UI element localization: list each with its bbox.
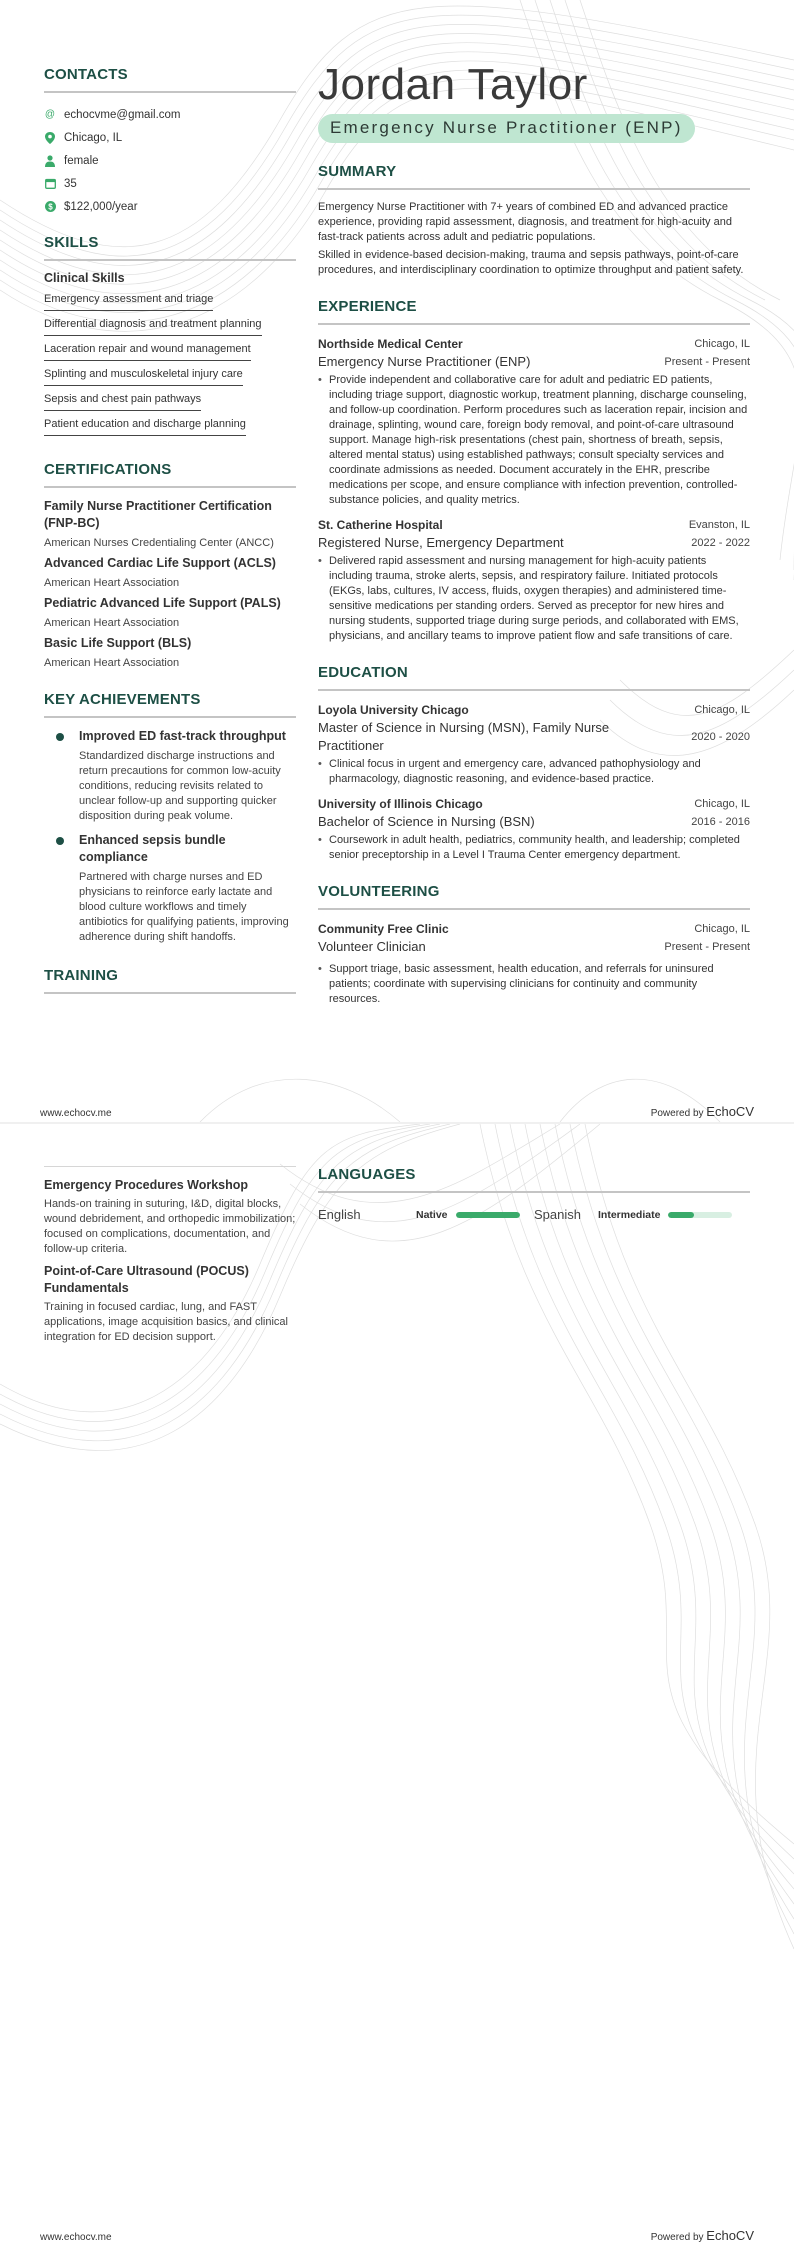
job-dates: 2022 - 2022 <box>691 537 750 549</box>
education-dates: 2016 - 2016 <box>691 816 750 828</box>
achievement-title: Enhanced sepsis bundle compliance <box>79 833 226 864</box>
school-location: Chicago, IL <box>694 798 750 810</box>
language-name: English <box>318 1207 361 1222</box>
language-item-spanish <box>534 1207 750 1222</box>
education-section <box>318 664 750 863</box>
employer-location: Evanston, IL <box>688 519 750 531</box>
degree: Master of Science in Nursing (MSN), Family Nurse Practitioner <box>318 720 610 753</box>
school-name: University of Illinois Chicago <box>318 797 483 811</box>
experience-entry <box>318 516 750 644</box>
training-title: Emergency Procedures Workshop <box>44 1178 249 1192</box>
cert-title: Family Nurse Practitioner Certification (FNP-BC) <box>44 499 272 530</box>
education-entry <box>318 701 750 787</box>
powered-by-label: Powered by <box>650 2232 704 2243</box>
cert-title: Basic Life Support (BLS) <box>44 636 192 650</box>
organization-name: Community Free Clinic <box>318 922 449 936</box>
left-column <box>44 66 296 1004</box>
volunteering-entry <box>318 920 750 1007</box>
section-title-achievements: KEY ACHIEVEMENTS <box>44 691 296 718</box>
certifications-section <box>44 461 296 671</box>
right-column <box>318 42 750 1015</box>
resume-page-2 <box>0 1124 794 2246</box>
education-dates: 2020 - 2020 <box>691 731 750 743</box>
training-description: Training in focused cardiac, lung, and FAST applications, image acquisition basics, and clinical integration for ED decision support. <box>44 1301 288 1343</box>
page-footer <box>40 2228 754 2243</box>
section-title-skills: SKILLS <box>44 234 296 261</box>
section-title-summary: SUMMARY <box>318 163 750 190</box>
achievement-description: Partnered with charge nurses and ED physicians to reinforce early lactate and blood culture workflows and timely antibiotics for qualifying patients, improving adherence during shift handoffs. <box>79 871 289 943</box>
achievement-description: Standardized discharge instructions and return precautions for common low-acuity conditions, reducing revisits related to unclear follow-up and supporting quicker disposition during peak volume. <box>79 750 281 822</box>
footer-powered-by <box>651 1104 754 1119</box>
cert-issuer: American Heart Association <box>44 657 180 669</box>
skill-item: Patient education and discharge planning <box>44 414 246 436</box>
svg-text:$: $ <box>47 202 53 212</box>
training-list <box>44 1177 296 1345</box>
footer-website-link[interactable]: www.echocv.me <box>40 2232 112 2243</box>
contact-email-value: echocvme@gmail.com <box>64 108 181 121</box>
volunteer-bullet: • Support triage, basic assessment, health education, and referrals for uninsured patients; coordinate with supervising clinicians for continuity and community resources. <box>318 962 750 1007</box>
training-section <box>44 967 296 994</box>
job-title-badge: Emergency Nurse Practitioner (ENP) <box>318 114 695 143</box>
job-bullets <box>318 554 750 644</box>
contact-location-value: Chicago, IL <box>64 131 123 144</box>
section-title-training: TRAINING <box>44 967 296 994</box>
contact-gender <box>44 149 296 172</box>
summary-section <box>318 163 750 278</box>
languages-section <box>318 1166 750 1222</box>
summary-paragraph: Skilled in evidence-based decision-making, trauma and sepsis pathways, point-of-care procedures, and interdisciplinary coordination to optimize throughput and patient safety. <box>318 249 744 276</box>
section-title-education: EDUCATION <box>318 664 750 691</box>
job-dates: Present - Present <box>664 356 750 368</box>
skill-item: Splinting and musculoskeletal injury care <box>44 364 243 386</box>
contact-salary-value: $122,000/year <box>64 200 138 213</box>
experience-section <box>318 298 750 644</box>
job-bullet: • Delivered rapid assessment and nursing management for high-acuity patients including trauma, stroke alerts, sepsis, and respiratory failure. Initiated protocols (EKGs, labs, cultures, IV access, fluids, oxygen therapies) and administered time-sensitive medications per standing orders. Served as preceptor for new hires and nursing students, supported triage during surge periods, and collaborated with EMS, physicians, and ancillary teams to improve patient flow and safe transitions of care. <box>318 554 750 644</box>
contact-age <box>44 172 296 195</box>
achievement-title: Improved ED fast-track throughput <box>79 729 286 743</box>
cert-issuer: American Heart Association <box>44 577 180 589</box>
contact-email[interactable] <box>44 103 296 126</box>
language-level: Intermediate <box>598 1208 661 1221</box>
achievement-item <box>44 728 296 824</box>
job-bullets <box>318 373 750 508</box>
section-title-experience: EXPERIENCE <box>318 298 750 325</box>
education-entry <box>318 795 750 863</box>
contacts-section <box>44 66 296 218</box>
bullet-dot-icon <box>56 837 64 845</box>
contact-age-value: 35 <box>64 177 77 190</box>
person-icon <box>44 155 56 167</box>
training-description: Hands-on training in suturing, I&D, digital blocks, wound debridement, and orthopedic immobilization; focused on complications, documentation, and follow-up criteria. <box>44 1198 296 1255</box>
language-proficiency-bar <box>456 1212 520 1218</box>
section-title-contacts: CONTACTS <box>44 66 296 93</box>
employer-name: Northside Medical Center <box>318 337 463 351</box>
language-name: Spanish <box>534 1207 581 1222</box>
brand-logo-text: EchoCV <box>706 1104 754 1119</box>
brand-logo-text: EchoCV <box>706 2228 754 2243</box>
job-bullet: • Provide independent and collaborative care for adult and pediatric ED patients, including triage support, diagnostic workup, treatment planning, discharge counseling, and follow-up coordination. Perform procedures such as laceration repair, incision and drainage, splinting, wound care, foreign body removal, and point-of-care ultrasound support. Manage high-risk presentations (chest pain, shortness of breath, sepsis, altered mental status) using established pathways; consult specialty services and coordinate admissions as needed. Document accurately in the EHR, prescribe medications per scope, and ensure compliance with infection prevention, controlled-substance policies, and quality metrics. <box>318 373 750 508</box>
skill-item: Laceration repair and wound management <box>44 339 251 361</box>
language-proficiency-bar <box>668 1212 732 1218</box>
language-list <box>318 1207 750 1222</box>
language-item-english <box>318 1207 534 1222</box>
school-location: Chicago, IL <box>694 704 750 716</box>
volunteer-role: Volunteer Clinician <box>318 939 426 954</box>
bullet-dot-icon <box>56 733 64 741</box>
degree: Bachelor of Science in Nursing (BSN) <box>318 814 535 829</box>
organization-location: Chicago, IL <box>694 923 750 935</box>
location-pin-icon <box>44 132 56 144</box>
powered-by-label: Powered by <box>650 1108 704 1119</box>
calendar-icon <box>44 178 56 190</box>
footer-website-link[interactable]: www.echocv.me <box>40 1108 112 1119</box>
education-bullet: • Clinical focus in urgent and emergency care, advanced pathophysiology and pharmacology, diagnostic reasoning, and evidence-based practice. <box>318 757 750 787</box>
education-bullets <box>318 833 750 863</box>
job-role: Emergency Nurse Practitioner (ENP) <box>318 354 531 369</box>
volunteer-bullets <box>318 962 750 1007</box>
school-name: Loyola University Chicago <box>318 703 469 717</box>
employer-name: St. Catherine Hospital <box>318 518 443 532</box>
experience-entry <box>318 335 750 508</box>
cert-issuer: American Nurses Credentialing Center (ANCC) <box>44 537 274 549</box>
skill-item: Sepsis and chest pain pathways <box>44 389 201 411</box>
skill-list <box>44 289 296 439</box>
contact-location <box>44 126 296 149</box>
education-bullet: • Coursework in adult health, pediatrics, community health, and leadership; completed senior preceptorship in a Level I Trauma Center emergency department. <box>318 833 750 863</box>
job-role: Registered Nurse, Emergency Department <box>318 535 564 550</box>
language-level: Native <box>416 1208 448 1221</box>
section-title-languages: LANGUAGES <box>318 1166 750 1193</box>
resume-page-1 <box>0 0 794 1122</box>
skill-item: Emergency assessment and triage <box>44 289 213 311</box>
training-title: Point-of-Care Ultrasound (POCUS) Fundamentals <box>44 1264 249 1295</box>
achievements-section <box>44 691 296 945</box>
section-divider <box>44 1166 296 1167</box>
contact-salary <box>44 195 296 218</box>
language-proficiency-fill <box>668 1212 694 1218</box>
left-column-continued <box>44 1166 296 1349</box>
right-column-continued <box>318 1166 750 1222</box>
cert-issuer: American Heart Association <box>44 617 180 629</box>
volunteer-dates: Present - Present <box>664 941 750 953</box>
summary-paragraph: Emergency Nurse Practitioner with 7+ years of combined ED and advanced practice experience, providing rapid assessment, diagnosis, and treatment for high-acuity and fast-track patients across adult and pediatric populations. <box>318 201 732 243</box>
footer-powered-by <box>651 2228 754 2243</box>
section-title-volunteering: VOLUNTEERING <box>318 883 750 910</box>
employer-location: Chicago, IL <box>694 338 750 350</box>
language-proficiency-fill <box>456 1212 520 1218</box>
candidate-name: Jordan Taylor <box>318 60 588 109</box>
dollar-icon <box>44 201 56 213</box>
skill-item: Differential diagnosis and treatment planning <box>44 314 262 336</box>
skills-section <box>44 234 296 439</box>
education-bullets <box>318 757 750 787</box>
skill-group-title: Clinical Skills <box>44 271 125 285</box>
volunteering-section <box>318 883 750 1007</box>
contact-gender-value: female <box>64 154 99 167</box>
section-title-certifications: CERTIFICATIONS <box>44 461 296 488</box>
cert-title: Pediatric Advanced Life Support (PALS) <box>44 596 281 610</box>
achievement-item <box>44 832 296 945</box>
page-footer <box>40 1104 754 1119</box>
cert-title: Advanced Cardiac Life Support (ACLS) <box>44 556 276 570</box>
at-icon: @ <box>44 109 56 120</box>
